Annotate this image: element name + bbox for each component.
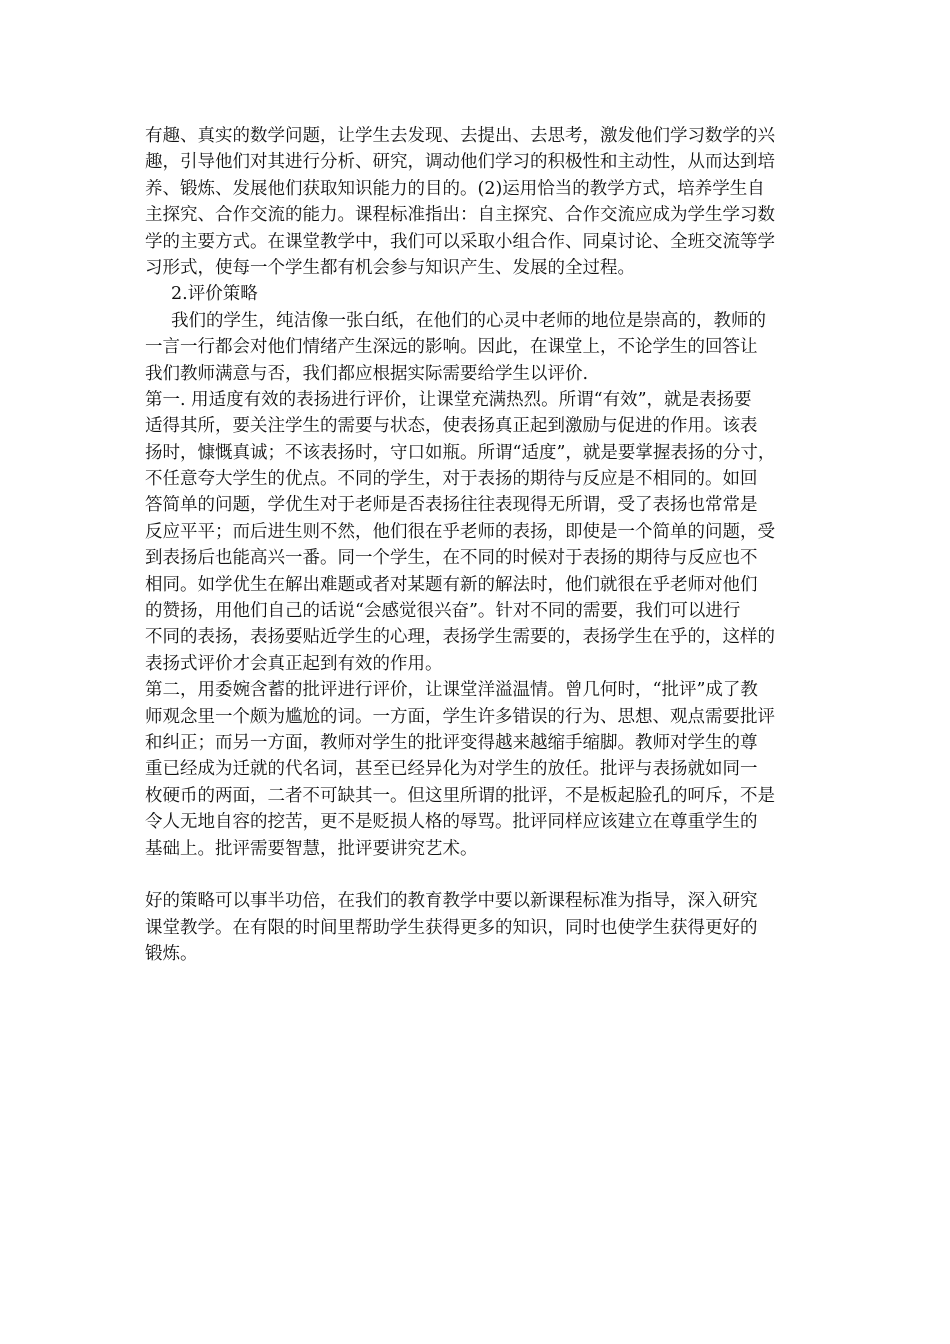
text-line: 不同的表扬，表扬要贴近学生的心理，表扬学生需要的，表扬学生在乎的，这样的	[145, 627, 775, 648]
text-line: 适得其所，要关注学生的需要与状态，使表扬真正起到激励与促进的作用。该表	[145, 416, 758, 437]
text-line: 有趣、真实的数学问题，让学生去发现、去提出、去思考，激发他们学习数学的兴	[145, 126, 775, 146]
paragraph-second-criticism	[145, 677, 812, 862]
text-line: 基础上。批评需要智慧，批评要讲究艺术。	[145, 838, 478, 859]
text-line: 趣，引导他们对其进行分析、研究，调动他们学习的积极性和主动性，从而达到培	[145, 152, 775, 173]
text-line: 扬时，慷慨真诚；不该表扬时，守口如瓶。所谓“适度”，就是要掌握表扬的分寸，	[145, 442, 776, 463]
text-line: 我们的学生，纯洁像一张白纸，在他们的心灵中老师的地位是崇高的，教师的	[171, 310, 766, 331]
text-line: 到表扬后也能高兴一番。同一个学生，在不同的时候对于表扬的期待与反应也不	[145, 548, 758, 569]
text-line: 相同。如学优生在解出难题或者对某题有新的解法时，他们就很在乎老师对他们	[145, 574, 758, 595]
paragraph-first-praise	[145, 387, 812, 677]
text-line: 不任意夸大学生的优点。不同的学生，对于表扬的期待与反应是不相同的。如回	[145, 469, 758, 490]
text-line: 表扬式评价才会真正起到有效的作用。	[145, 653, 443, 674]
text-line: 学的主要方式。在课堂教学中，我们可以采取小组合作、同桌讨论、全班交流等学	[145, 231, 775, 252]
text-line: 的赞扬，用他们自己的话说“会感觉很兴奋”。针对不同的需要，我们可以进行	[145, 601, 741, 622]
text-line: 第二，用委婉含蓄的批评进行评价，让课堂洋溢温情。曾几何时，“批评”成了教	[145, 680, 758, 701]
text-line: 枚硬币的两面，二者不可缺其一。但这里所谓的批评，不是板起脸孔的呵斥，不是	[145, 785, 775, 806]
text-line: 重已经成为迁就的代名词，甚至已经异化为对学生的放任。批评与表扬就如同一	[145, 759, 758, 780]
text-line: 养、锻炼、发展他们获取知识能力的目的。(2)运用恰当的教学方式，培养学生自	[145, 178, 765, 199]
text-line: 课堂教学。在有限的时间里帮助学生获得更多的知识，同时也使学生获得更好的	[145, 917, 758, 938]
section-heading: 2.评价策略	[171, 284, 258, 305]
document-body	[145, 123, 812, 968]
paragraph-intro	[145, 123, 812, 281]
text-line: 师观念里一个颇为尴尬的词。一方面，学生许多错误的行为、思想、观点需要批评	[145, 706, 775, 727]
paragraph-evaluation	[145, 308, 812, 387]
paragraph-conclusion	[145, 888, 812, 967]
text-line: 一言一行都会对他们情绪产生深远的影响。因此，在课堂上，不论学生的回答让	[145, 337, 758, 358]
text-line: 令人无地自容的挖苦，更不是贬损人格的辱骂。批评同样应该建立在尊重学生的	[145, 812, 758, 833]
text-line: 反应平平；而后进生则不然，他们很在乎老师的表扬，即使是一个简单的问题，受	[145, 521, 775, 542]
text-line: 和纠正；而另一方面，教师对学生的批评变得越来越缩手缩脚。教师对学生的尊	[145, 732, 758, 753]
blank-line	[145, 862, 812, 888]
text-line: 我们教师满意与否，我们都应根据实际需要给学生以评价.	[145, 363, 589, 384]
text-line: 答简单的问题，学优生对于老师是否表扬往往表现得无所谓，受了表扬也常常是	[145, 495, 758, 516]
text-line: 锻炼。	[145, 944, 198, 965]
text-line: 习形式，使每一个学生都有机会参与知识产生、发展的全过程。	[145, 257, 635, 278]
text-line: 第一. 用适度有效的表扬进行评价，让课堂充满热烈。所谓“有效”，就是表扬要	[145, 389, 752, 410]
text-line: 好的策略可以事半功倍，在我们的教育教学中要以新课程标准为指导，深入研究	[145, 891, 758, 912]
text-line: 主探究、合作交流的能力。课程标准指出：自主探究、合作交流应成为学生学习数	[145, 205, 775, 226]
